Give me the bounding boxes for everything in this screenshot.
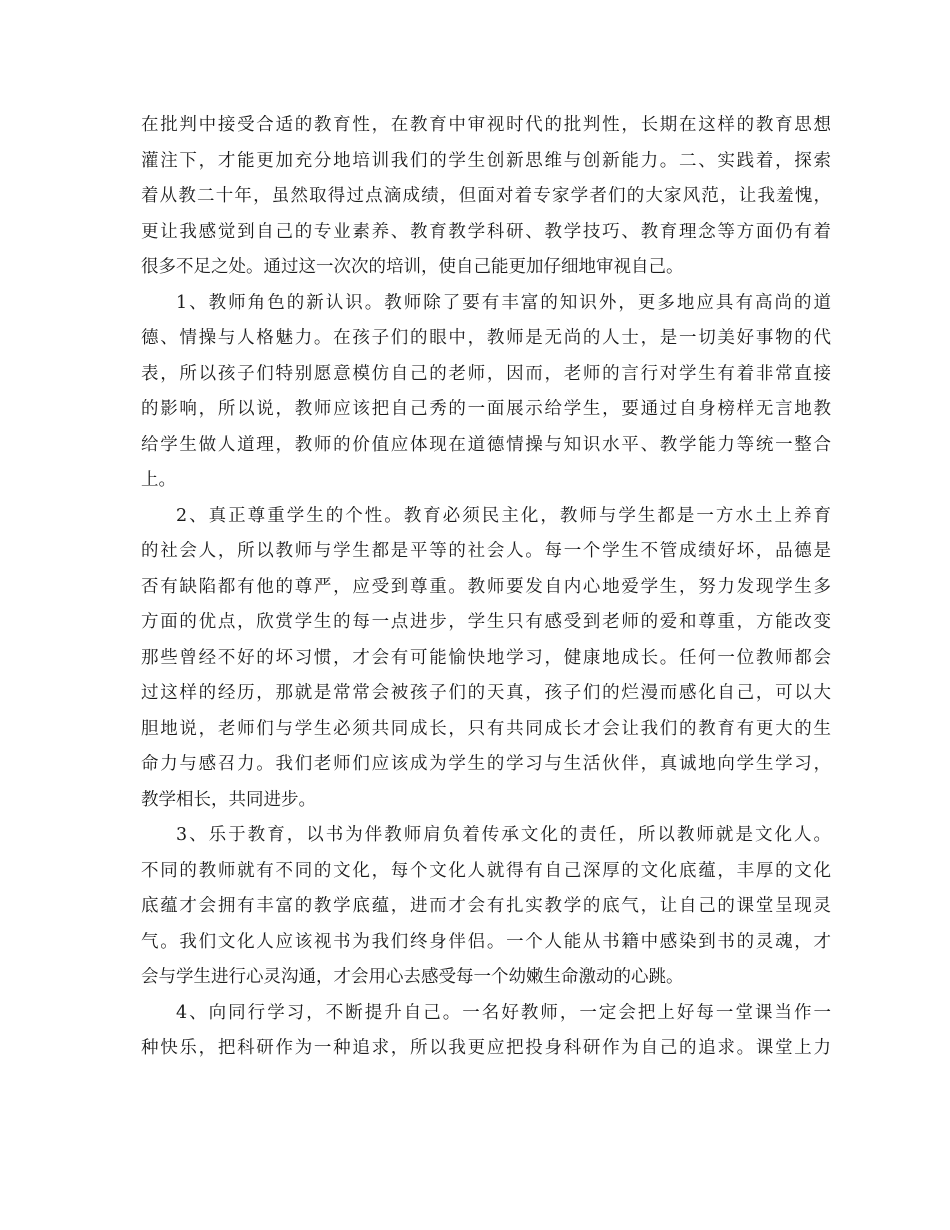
text-line: 方面的优点，欣赏学生的每一点进步，学生只有感受到老师的爱和尊重，方能改变	[141, 612, 831, 632]
paragraph-4-start: 4、向同行学习，不断提升自己。一名好教师，一定会把上好每一堂课当作一	[176, 1002, 831, 1023]
text-line: 着从教二十年，虽然取得过点滴成绩，但面对着专家学者们的大家风范，让我羞愧，	[141, 186, 831, 206]
text-line: 种快乐，把科研作为一种追求，所以我更应把投身科研作为自己的追求。课堂上力	[141, 1038, 831, 1058]
text-line: 否有缺陷都有他的尊严，应受到尊重。教师要发自内心地爱学生，努力发现学生多	[141, 576, 831, 597]
text-line: 那些曾经不好的坏习惯，才会有可能愉快地学习，健康地成长。任何一位教师都会	[141, 647, 831, 668]
text-line: 命力与感召力。我们老师们应该成为学生的学习与生活伙伴，真诚地向学生学习，	[141, 754, 831, 774]
text-line: 胆地说，老师们与学生必须共同成长，只有共同成长才会让我们的教育有更大的生	[141, 718, 831, 739]
text-line: 很多不足之处。通过这一次次的培训，使自己能更加仔细地审视自己。	[141, 257, 684, 277]
text-line: 的影响，所以说，教师应该把自己秀的一面展示给学生，要通过自身榜样无言地教	[141, 399, 831, 419]
text-line: 过这样的经历，那就是常常会被孩子们的天真，孩子们的烂漫而感化自己，可以大	[141, 683, 831, 703]
text-line: 不同的教师就有不同的文化，每个文化人就得有自己深厚的文化底蕴，丰厚的文化	[141, 860, 831, 881]
paragraph-3-start: 3、乐于教育，以书为伴教师肩负着传承文化的责任，所以教师就是文化人。	[176, 825, 831, 845]
paragraph-2-start: 2、真正尊重学生的个性。教育必须民主化，教师与学生都是一方水土上养育	[176, 505, 831, 526]
text-line: 的社会人，所以教师与学生都是平等的社会人。每一个学生不管成绩好坏，品德是	[141, 541, 831, 561]
text-line: 气。我们文化人应该视书为我们终身伴侣。一个人能从书籍中感染到书的灵魂，才	[141, 931, 831, 952]
text-line: 底蕴才会拥有丰富的教学底蕴，进而才会有扎实教学的底气，让自己的课堂呈现灵	[141, 896, 831, 916]
paragraph-1-start: 1、教师角色的新认识。教师除了要有丰富的知识外，更多地应具有高尚的道	[176, 292, 831, 313]
text-line: 在批判中接受合适的教育性，在教育中审视时代的批判性，长期在这样的教育思想	[141, 115, 831, 135]
text-line: 德、情操与人格魅力。在孩子们的眼中，教师是无尚的人士，是一切美好事物的代	[141, 328, 831, 348]
text-line: 上。	[141, 470, 176, 490]
text-line: 更让我感觉到自己的专业素养、教育教学科研、教学技巧、教育理念等方面仍有着	[141, 221, 831, 242]
text-line: 灌注下，才能更加充分地培训我们的学生创新思维与创新能力。二、实践着，探索	[141, 150, 831, 171]
body-text	[141, 108, 831, 1067]
text-line: 表，所以孩子们特别愿意模仿自己的老师，因而，老师的言行对学生有着非常直接	[141, 363, 831, 384]
text-line: 给学生做人道理，教师的价值应体现在道德情操与知识水平、教学能力等统一整合	[141, 434, 831, 455]
text-line: 会与学生进行心灵沟通，才会用心去感受每一个幼嫩生命激动的心跳。	[141, 967, 684, 987]
text-line: 教学相长，共同进步。	[141, 789, 316, 810]
